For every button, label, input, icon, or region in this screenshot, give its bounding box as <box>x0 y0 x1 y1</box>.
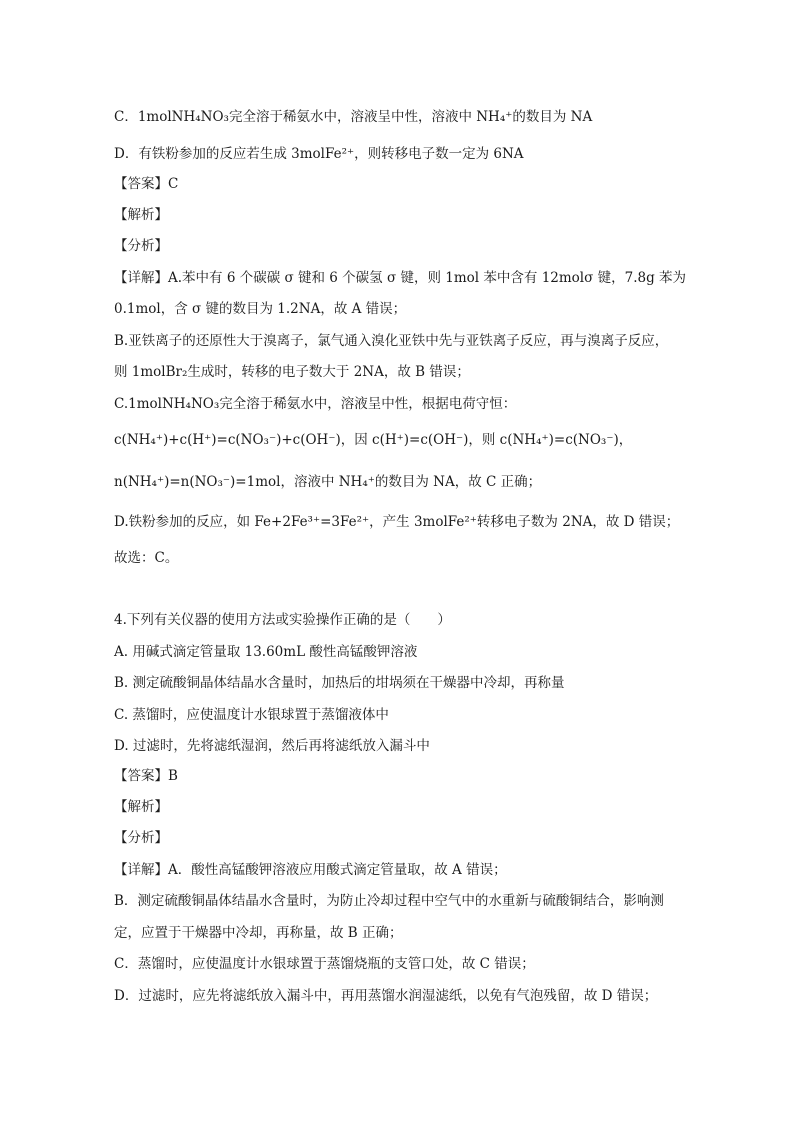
detail-c-line-3: n(NH₄⁺)=n(NO₃⁻)=1mol，溶液中 NH₄⁺的数目为 NA，故 C 正确； <box>114 474 542 490</box>
detail-a-line-1: 【详解】A.苯中有 6 个碳碳 σ 键和 6 个碳氢 σ 键，则 1mol 苯中含有 12molσ 键，7.8g 苯为 <box>114 270 687 286</box>
q4-detail-c-line: C．蒸馏时，应使温度计水银球置于蒸馏烧瓶的支管口处，故 C 错误； <box>114 956 535 972</box>
option-c-q3: C．1molNH₄NO₃完全溶于稀氨水中，溶液呈中性，溶液中 NH₄⁺的数目为 NA <box>114 109 593 125</box>
analysis-label-q3: 【解析】 <box>114 207 168 223</box>
analysis-label-q4: 【解析】 <box>114 799 168 815</box>
detail-b-line-1: B.亚铁离子的还原性大于溴离子，氯气通入溴化亚铁中先与亚铁离子反应，再与溴离子反应， <box>114 333 669 349</box>
option-d-q3: D．有铁粉参加的反应若生成 3molFe²⁺，则转移电子数一定为 6NA <box>114 146 524 162</box>
question-4-stem: 4.下列有关仪器的使用方法或实验操作正确的是（ ） <box>114 612 451 628</box>
choose-line-q3: 故选：C。 <box>114 550 179 566</box>
question-4-option-a: A. 用碱式滴定管量取 13.60mL 酸性高锰酸钾溶液 <box>114 644 418 660</box>
detail-a-line-2: 0.1mol，含 σ 键的数目为 1.2NA，故 A 错误； <box>114 301 407 317</box>
answer-label-q3: 【答案】C <box>114 176 179 192</box>
detail-d-line-1: D.铁粉参加的反应，如 Fe+2Fe³⁺=3Fe²⁺，产生 3molFe²⁺转移电子数为 2NA，故 D 错误； <box>114 514 680 530</box>
answer-label-q4: 【答案】B <box>114 768 178 784</box>
question-4-option-b: B. 测定硫酸铜晶体结晶水含量时，加热后的坩埚须在干燥器中冷却，再称量 <box>114 675 565 691</box>
q4-detail-b-line-2: 定，应置于干燥器中冷却，再称量，故 B 正确； <box>114 925 403 941</box>
detail-c-line-2: c(NH₄⁺)+c(H⁺)=c(NO₃⁻)+c(OH⁻)，因 c(H⁺)=c(OH⁻)，则 c(NH₄⁺)=c(NO₃⁻)， <box>114 432 633 448</box>
q4-detail-a-line: 【详解】A．酸性高锰酸钾溶液应用酸式滴定管量取，故 A 错误； <box>114 862 507 878</box>
question-4-option-c: C. 蒸馏时，应使温度计水银球置于蒸馏液体中 <box>114 707 389 723</box>
detail-b-line-2: 则 1molBr₂生成时，转移的电子数大于 2NA，故 B 错误； <box>114 364 470 380</box>
fenxi-label-q4: 【分析】 <box>114 830 168 846</box>
fenxi-label-q3: 【分析】 <box>114 238 168 254</box>
question-4-option-d: D. 过滤时，先将滤纸湿润，然后再将滤纸放入漏斗中 <box>114 738 430 754</box>
detail-c-line-1: C.1molNH₄NO₃完全溶于稀氨水中，溶液呈中性，根据电荷守恒： <box>114 396 517 412</box>
q4-detail-b-line-1: B．测定硫酸铜晶体结晶水含量时，为防止冷却过程中空气中的水重新与硫酸铜结合，影响测 <box>114 893 664 909</box>
q4-detail-d-line: D．过滤时，应先将滤纸放入漏斗中，再用蒸馏水润湿滤纸，以免有气泡残留，故 D 错误； <box>114 988 658 1004</box>
